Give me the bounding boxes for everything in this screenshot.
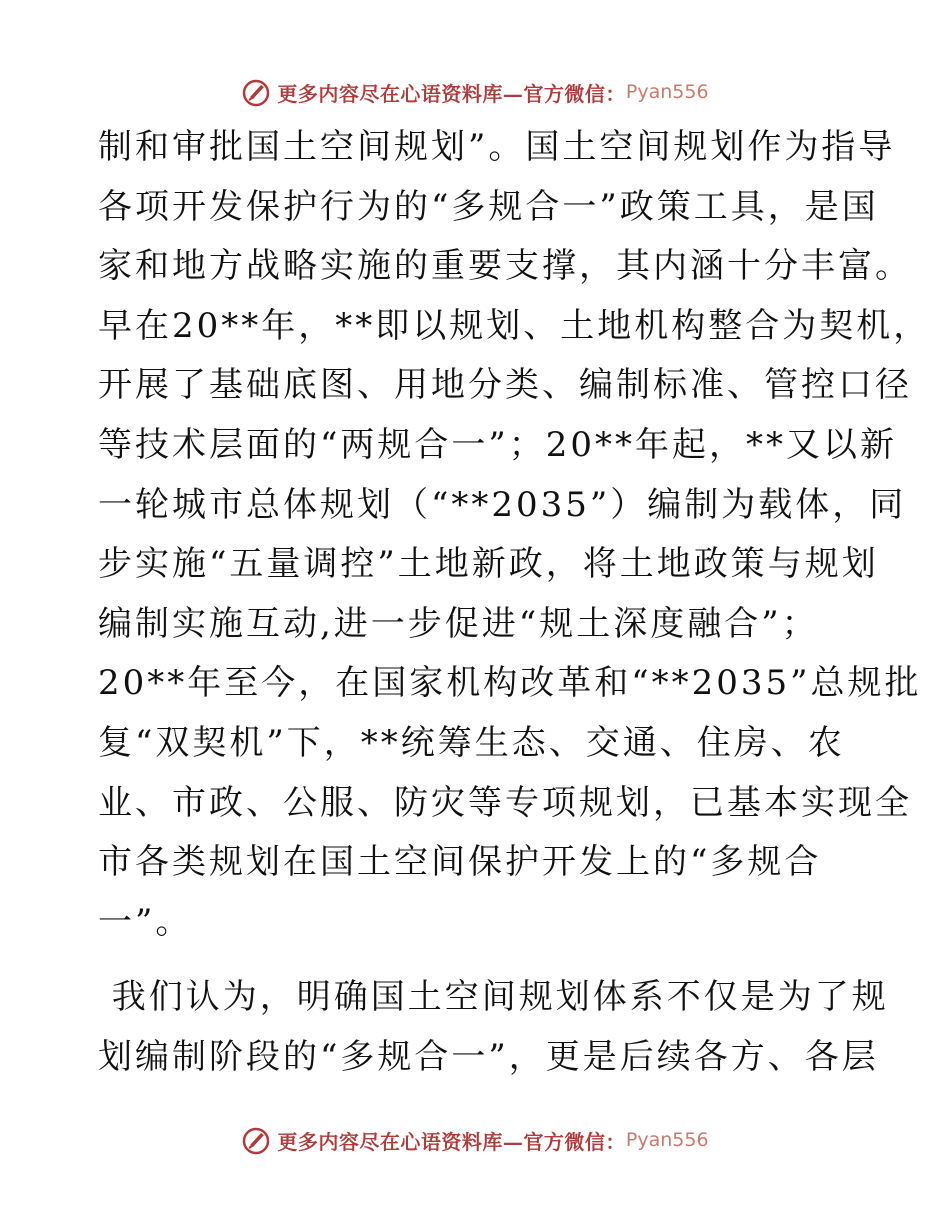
footer-banner [0,1120,950,1160]
paragraph-1 [98,118,931,952]
text-line: 等技术层面的“两规合一”；20**年起，**又以新 [98,424,898,465]
paragraph-spacer [98,952,858,968]
text-line: 制和审批国土空间规划”。国土空间规划作为指导 [98,127,896,167]
text-line: 20**年至今，在国家机构改革和“**2035”总规批 [98,663,922,704]
header-banner [0,72,950,112]
paragraph-2 [98,968,889,1087]
text-line: 家和地方战略实施的重要支撑，其内涵十分丰富。 [98,246,912,287]
quill-seal-icon [241,1125,271,1155]
text-line: 编制实施互动,进一步促进“规土深度融合”； [98,603,819,644]
text-line: 一”。 [98,901,193,942]
banner-wechat-id: Pyan556 [625,81,709,103]
document-body [98,118,931,1088]
text-line: 步实施“五量调控”土地新政，将土地政策与规划 [98,544,879,585]
text-line: 早在20**年，**即以规划、土地机构整合为契机， [98,305,931,346]
text-line: 我们认为，明确国土空间规划体系不仅是为了规 [98,977,889,1018]
text-line: 各项开发保护行为的“多规合一”政策工具，是国 [98,186,879,227]
text-line: 划编制阶段的“多规合一”，更是后续各方、各层 [98,1036,879,1077]
banner-wechat-id: Pyan556 [625,1129,709,1151]
banner-text: 更多内容尽在心语资料库—官方微信： [277,1129,626,1154]
text-line: 业、市政、公服、防灾等专项规划，已基本实现全 [98,782,912,823]
text-line: 市各类规划在国土空间保护开发上的“多规合 [98,842,822,883]
text-line: 开展了基础底图、用地分类、编制标准、管控口径 [98,365,912,406]
text-line: 复“双契机”下，**统筹生态、交通、住房、农 [98,722,845,763]
banner-text: 更多内容尽在心语资料库—官方微信： [277,81,626,106]
quill-seal-icon [241,77,271,107]
text-line: 一轮城市总体规划（“**2035”）编制为载体，同 [98,484,907,525]
